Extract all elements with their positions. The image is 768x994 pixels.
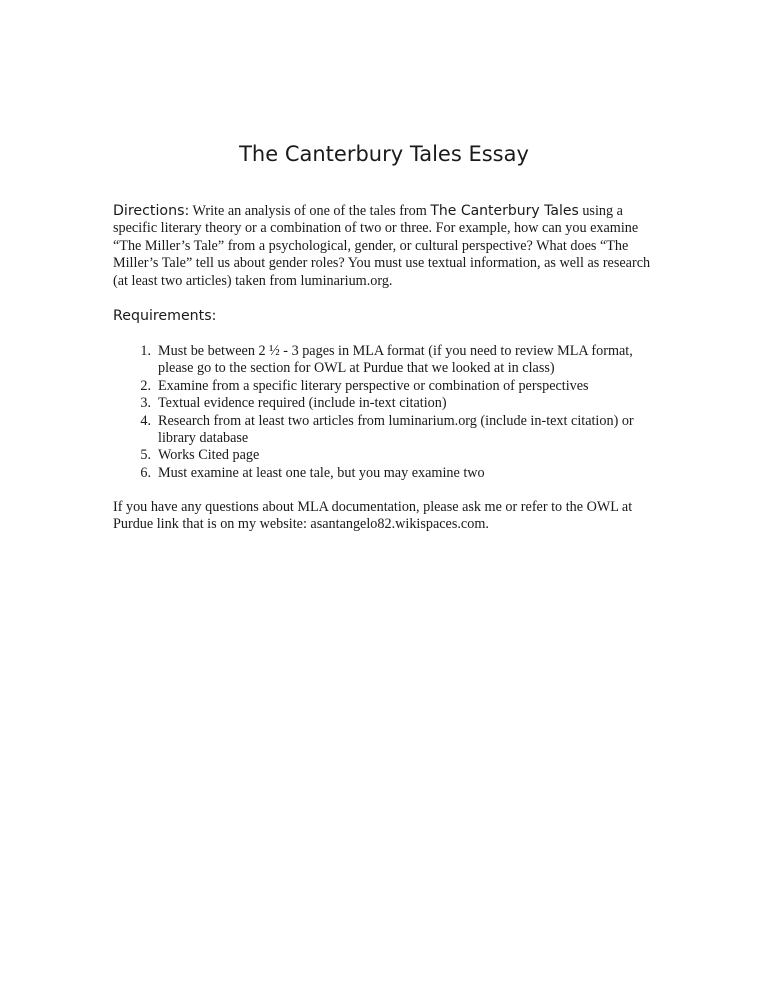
directions-text-after: using a specific literary theory or a combination of two or three. For example, how can you examine “The Miller’s Tale” from a psychological, gender, or cultural perspective? What does “The Miller’s Tale” tell us about gender roles? You must use textual information, as well as research (at least two articles) taken from luminarium.org. <box>113 203 651 289</box>
list-item-number: 1. <box>140 343 151 359</box>
list-item-number: 5. <box>140 447 151 464</box>
list-item-text: Works Cited page <box>158 447 260 464</box>
directions-label: Directions: <box>113 203 190 219</box>
directions-paragraph <box>113 203 658 290</box>
list-item-number: 4. <box>140 412 151 429</box>
list-item-text: Must examine at least one tale, but you may examine two <box>158 464 485 481</box>
list-item-number: 3. <box>140 395 151 412</box>
list-item <box>113 465 658 482</box>
list-item-number: 6. <box>140 464 151 481</box>
list-item <box>113 447 658 464</box>
list-item <box>113 413 658 448</box>
list-item <box>113 395 658 412</box>
requirements-list <box>113 343 658 482</box>
list-item-text: Must be between 2 ½ - 3 pages in MLA format (if you need to review MLA format, please go to the section for OWL at Purdue that we looked at in class) <box>158 343 633 377</box>
list-item <box>113 343 658 378</box>
book-title: The Canterbury Tales <box>430 203 579 219</box>
list-item-text: Textual evidence required (include in-text citation) <box>158 395 447 412</box>
list-item-number: 2. <box>140 377 151 394</box>
document-title: The Canterbury Tales Essay <box>239 142 529 166</box>
list-item <box>113 378 658 395</box>
list-item-text: Research from at least two articles from luminarium.org (include in-text citation) or library database <box>158 412 634 447</box>
closing-paragraph: If you have any questions about MLA documentation, please ask me or refer to the OWL at Purdue link that is on my website: asantangelo82.wikispaces.com. <box>113 499 633 533</box>
list-item-text: Examine from a specific literary perspective or combination of perspectives <box>158 377 589 394</box>
requirements-heading: Requirements: <box>113 308 217 324</box>
directions-text-before: Write an analysis of one of the tales from <box>189 203 431 219</box>
